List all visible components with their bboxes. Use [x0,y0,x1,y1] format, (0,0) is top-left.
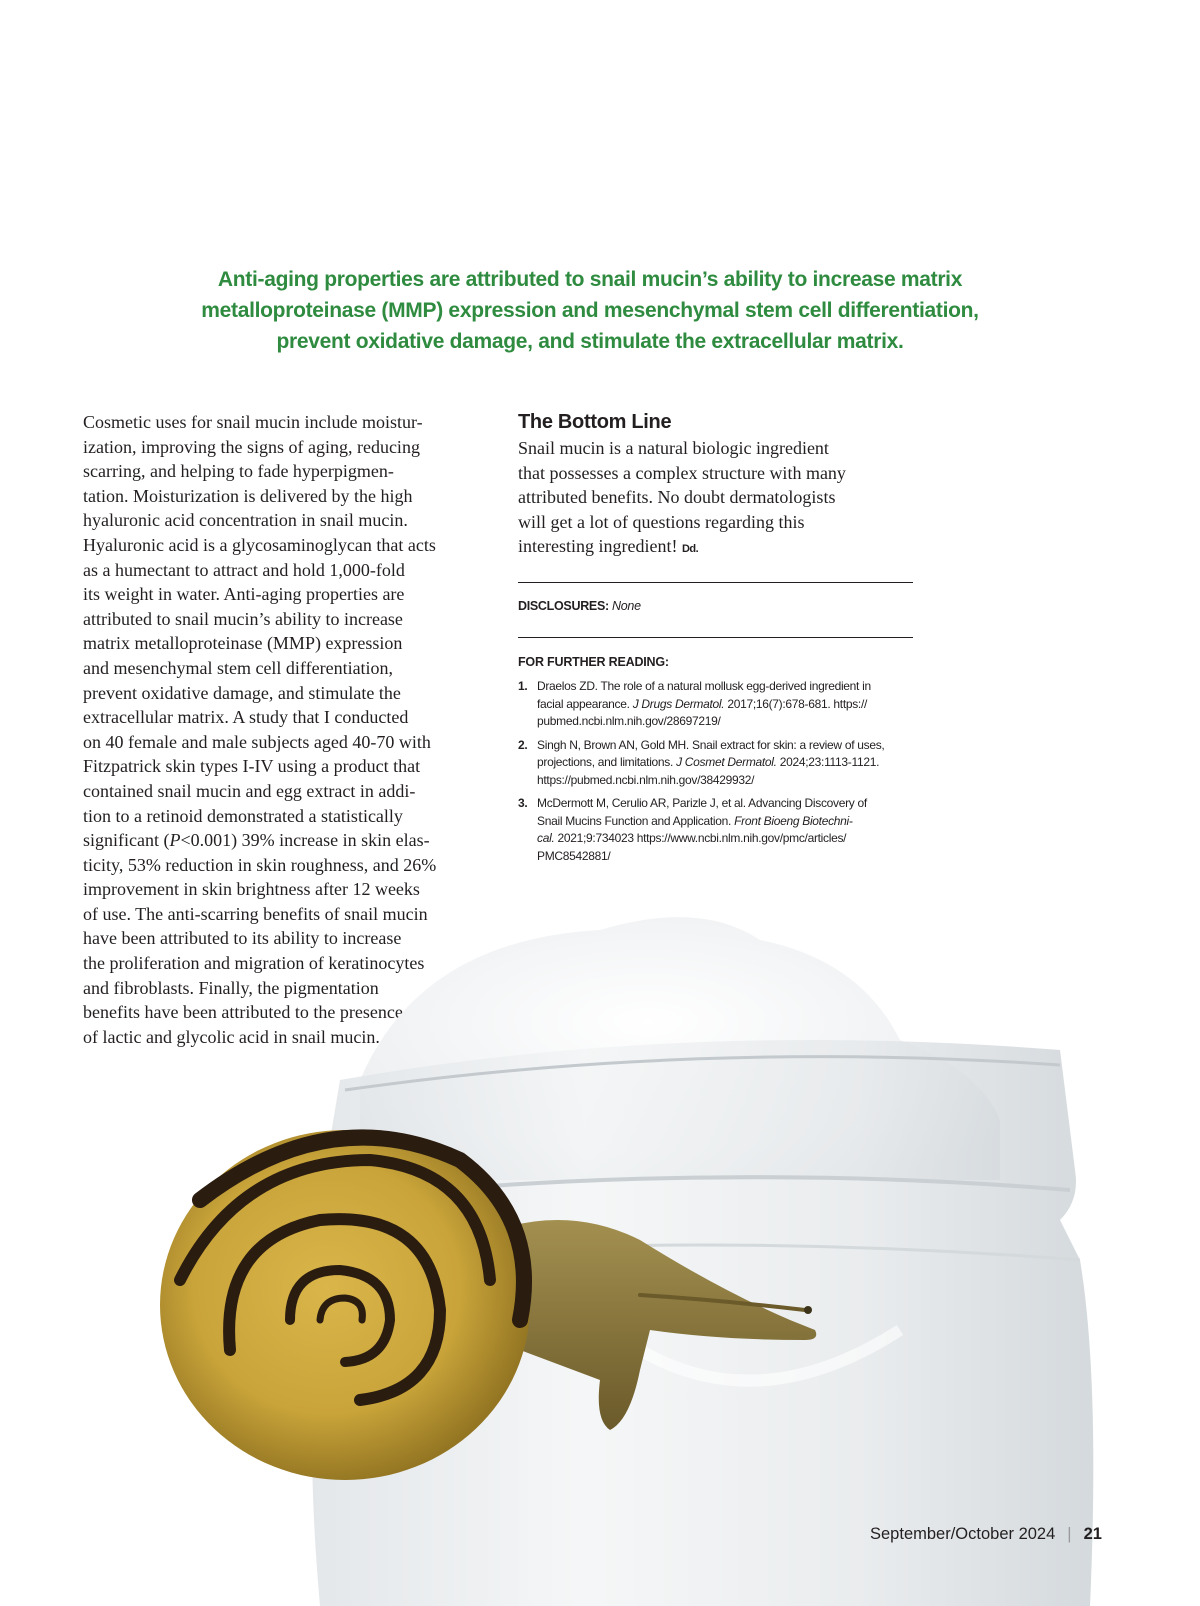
reference-text [537,830,918,848]
divider-rule [518,582,913,583]
reference-url[interactable]: https://pubmed.ncbi.nlm.nih.gov/38429932/ [537,772,755,787]
body-line: matrix metalloproteinase (MMP) expression [83,633,403,654]
bottom-line-text: Snail mucin is a natural biologic ingredient [518,438,829,458]
snail-on-jar-illustration [0,900,1200,1606]
body-line: its weight in water. Anti-aging properties are [83,584,405,605]
issue-date: September/October 2024 [870,1525,1056,1543]
page-number: 21 [1083,1525,1102,1543]
bottom-line-final: interesting ingredient! [518,536,678,557]
reference-text [537,696,918,714]
body-line: hyaluronic acid concentration in snail mucin. [83,510,408,531]
page-footer [870,1525,1120,1544]
bottom-line-text: attributed benefits. No doubt dermatologists [518,487,836,508]
dd-end-mark: Dd. [681,543,699,556]
bottom-line-text [518,534,913,562]
reference-text-part: 2017;16(7):678-681. https:// [724,696,868,711]
body-line: extracellular matrix. A study that I conducted [83,707,409,728]
body-line: Cosmetic uses for snail mucin include moistur- [83,412,423,432]
body-line: significant (P<0.001) 39% increase in skin elas- [83,830,430,851]
reference-text-part: 2024;23:1113-1121. [776,755,880,769]
reference-list [518,678,918,871]
pull-quote-line: prevent oxidative damage, and stimulate the extracellular matrix. [276,330,904,353]
body-line: of lactic and glycolic acid in snail mucin. [83,1026,380,1047]
bottom-line-body [518,436,913,562]
reference-item [518,737,918,790]
body-line: of use. The anti-scarring benefits of snail mucin [83,903,428,924]
pull-quote-line: Anti-aging properties are attributed to snail mucin’s ability to increase matrix [217,268,963,291]
body-line: contained snail mucin and egg extract in addi- [83,780,416,801]
body-line: prevent oxidative damage, and stimulate the [83,682,401,703]
reference-url[interactable]: pubmed.ncbi.nlm.nih.gov/28697219/ [537,714,721,728]
body-line: the proliferation and migration of keratinocytes [83,953,425,974]
reference-url[interactable]: PMC8542881/ [537,848,611,863]
body-line: ticity, 53% reduction in skin roughness, and 26% [83,854,437,875]
disclosures-label: DISCLOSURES: [518,599,609,613]
body-line: scarring, and helping to fade hyperpigmen- [83,461,394,482]
reference-journal: J Drugs Dermatol. [632,696,725,711]
reference-item [518,678,918,731]
reference-text-part: projections, and limitations. [537,755,677,769]
body-line: ization, improving the signs of aging, reducing [83,436,420,457]
body-line: have been attributed to its ability to increase [83,928,402,949]
reference-number: 2. [518,737,528,752]
pull-quote-line: metalloproteinase (MMP) expression and mesenchymal stem cell differentiation, [201,299,979,322]
disclosures [518,599,641,613]
body-line: improvement in skin brightness after 12 weeks [83,879,420,900]
body-line: attributed to snail mucin’s ability to increase [83,608,403,629]
reference-text: Draelos ZD. The role of a natural mollusk egg-derived ingredient in [537,679,871,693]
reference-text [537,754,918,772]
body-line: as a humectant to attract and hold 1,000-fold [83,559,405,580]
body-line: tation. Moisturization is delivered by the high [83,485,413,506]
reference-text-part: Snail Mucins Function and Application. [537,813,735,828]
reference-url[interactable]: 2021;9:734023 https://www.ncbi.nlm.nih.gov/pmc/articles/ [554,831,847,845]
reference-number: 1. [518,679,528,693]
disclosures-value: None [612,599,641,613]
reference-text: Singh N, Brown AN, Gold MH. Snail extract for skin: a review of uses, [537,737,885,752]
bottom-line-column [518,410,913,863]
reference-journal: J Cosmet Dermatol. [676,755,777,769]
reference-text-part: facial appearance. [537,696,633,711]
body-line: and mesenchymal stem cell differentiation, [83,657,394,678]
body-line: tion to a retinoid demonstrated a statistically [83,805,403,826]
body-line: on 40 female and male subjects aged 40-70 with [83,731,431,752]
reference-journal: cal. [537,831,555,845]
reference-number: 3. [518,796,528,810]
footer-divider: | [1067,1525,1072,1543]
body-line: benefits have been attributed to the presence [83,1002,403,1023]
body-line: Fitzpatrick skin types I-IV using a product that [83,756,421,777]
pull-quote [90,264,1090,357]
body-line: Hyaluronic acid is a glycosaminoglycan that acts [83,534,436,555]
reference-item [518,795,918,865]
bottom-line-text: will get a lot of questions regarding this [518,511,805,532]
further-reading-heading: FOR FURTHER READING: [518,655,669,669]
bottom-line-heading: The Bottom Line [518,411,672,433]
bottom-line-text: that possesses a complex structure with many [518,462,846,483]
reference-text: McDermott M, Cerulio AR, Parizle J, et al. Advancing Discovery of [537,796,867,810]
reference-text [537,813,918,831]
body-line: and fibroblasts. Finally, the pigmentation [83,977,379,998]
divider-rule [518,637,913,638]
reference-journal: Front Bioeng Biotechni- [734,813,853,828]
